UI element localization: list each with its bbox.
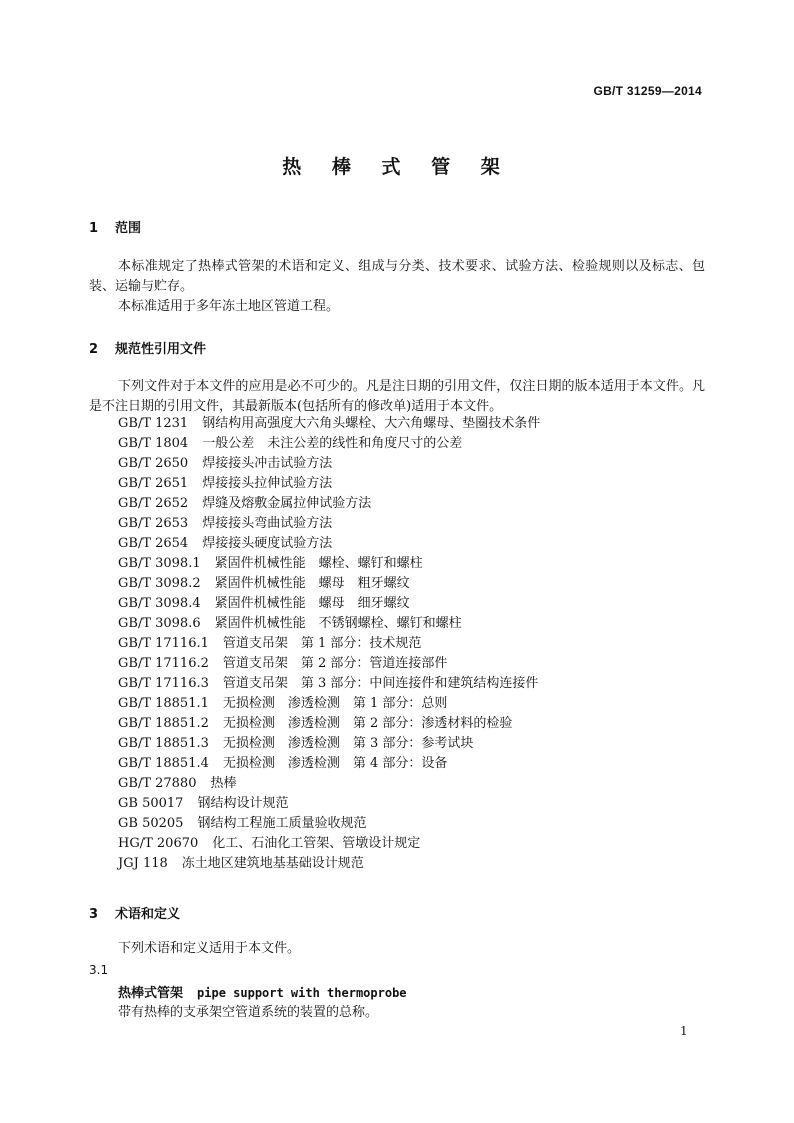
page-title: 热 棒 式 管 架 (282, 156, 512, 178)
reference-code: GB/T 27880 (118, 776, 197, 791)
reference-item (118, 654, 540, 674)
section-number: 2 (89, 342, 99, 357)
term-number: 3.1 (89, 963, 109, 977)
reference-item (118, 674, 540, 694)
section-heading-scope (89, 217, 141, 236)
reference-title: 无损检测 渗透检测 第 1 部分：总则 (222, 696, 448, 711)
reference-code: GB/T 18851.3 (118, 736, 209, 751)
section-heading-references (89, 338, 206, 357)
reference-list (118, 414, 540, 874)
reference-title: 焊缝及熔敷金属拉伸试验方法 (202, 496, 372, 511)
section-title: 范围 (115, 221, 142, 236)
term-definition: 带有热棒的支承架空管道系统的装置的总称。 (118, 1005, 379, 1020)
reference-title: 钢结构设计规范 (197, 796, 289, 811)
standard-code: GB/T 31259—2014 (593, 84, 702, 98)
reference-item (118, 414, 540, 434)
page-number: 1 (680, 1024, 688, 1038)
reference-item (118, 854, 540, 874)
reference-title: 无损检测 渗透检测 第 2 部分：渗透材料的检验 (222, 716, 513, 731)
reference-item (118, 814, 540, 834)
reference-title: 焊接接头弯曲试验方法 (202, 516, 333, 531)
term-english: pipe support with thermoprobe (197, 986, 407, 1000)
reference-code: GB/T 3098.1 (118, 556, 201, 571)
section-title: 术语和定义 (115, 907, 181, 922)
reference-title: 冻土地区建筑地基基础设计规范 (181, 856, 364, 871)
scope-paragraph: 本标准规定了热棒式管架的术语和定义、组成与分类、技术要求、试验方法、检验规则以及标志、包装、运输与贮存。 (89, 259, 705, 294)
section-number: 3 (89, 907, 99, 922)
reference-code: GB/T 17116.3 (118, 676, 209, 691)
term-entry (118, 982, 407, 1001)
reference-code: GB/T 18851.2 (118, 716, 209, 731)
reference-item (118, 734, 540, 754)
reference-title: 无损检测 渗透检测 第 3 部分：参考试块 (222, 736, 474, 751)
reference-code: GB/T 2651 (118, 476, 189, 491)
reference-title: 钢结构用高强度大六角头螺栓、大六角螺母、垫圈技术条件 (202, 416, 541, 431)
reference-code: GB/T 1231 (118, 416, 189, 431)
reference-item (118, 594, 540, 614)
reference-code: GB/T 18851.1 (118, 696, 209, 711)
reference-code: GB/T 18851.4 (118, 756, 209, 771)
reference-code: HG/T 20670 (118, 836, 199, 851)
reference-code: GB/T 17116.2 (118, 656, 209, 671)
reference-title: 焊接接头拉伸试验方法 (202, 476, 333, 491)
section-heading-terms (89, 903, 180, 922)
reference-title: 紧固件机械性能 螺母 细牙螺纹 (214, 596, 410, 611)
references-intro: 下列文件对于本文件的应用是必不可少的。凡是注日期的引用文件，仅注日期的版本适用于本文件。凡是不注日期的引用文件，其最新版本(包括所有的修改单)适用于本文件。 (89, 379, 705, 414)
reference-title: 紧固件机械性能 不锈钢螺栓、螺钉和螺柱 (214, 616, 462, 631)
reference-title: 管道支吊架 第 1 部分：技术规范 (222, 636, 422, 651)
reference-title: 焊接接头冲击试验方法 (202, 456, 333, 471)
terms-intro: 下列术语和定义适用于本文件。 (118, 941, 301, 956)
reference-title: 焊接接头硬度试验方法 (202, 536, 333, 551)
reference-item (118, 634, 540, 654)
reference-title: 一般公差 未注公差的线性和角度尺寸的公差 (202, 436, 463, 451)
scope-paragraph: 本标准适用于多年冻土地区管道工程。 (118, 299, 340, 314)
reference-title: 化工、石油化工管架、管墩设计规定 (212, 836, 421, 851)
reference-item (118, 834, 540, 854)
reference-item (118, 614, 540, 634)
reference-title: 无损检测 渗透检测 第 4 部分：设备 (222, 756, 448, 771)
reference-code: GB/T 17116.1 (118, 636, 209, 651)
reference-item (118, 774, 540, 794)
reference-title: 钢结构工程施工质量验收规范 (197, 816, 367, 831)
term-chinese: 热棒式管架 (118, 986, 184, 1001)
reference-code: GB/T 1804 (118, 436, 189, 451)
reference-item (118, 554, 540, 574)
reference-item (118, 454, 540, 474)
reference-code: GB/T 2652 (118, 496, 189, 511)
reference-title: 紧固件机械性能 螺母 粗牙螺纹 (214, 576, 410, 591)
reference-code: GB 50017 (118, 796, 184, 811)
reference-code: GB/T 2650 (118, 456, 189, 471)
section-title: 规范性引用文件 (115, 342, 207, 357)
reference-item (118, 534, 540, 554)
reference-code: GB/T 3098.2 (118, 576, 201, 591)
reference-title: 管道支吊架 第 3 部分：中间连接件和建筑结构连接件 (222, 676, 539, 691)
reference-code: GB/T 3098.4 (118, 596, 201, 611)
reference-item (118, 794, 540, 814)
reference-item (118, 694, 540, 714)
reference-item (118, 714, 540, 734)
reference-item (118, 434, 540, 454)
reference-code: GB/T 2653 (118, 516, 189, 531)
reference-item (118, 574, 540, 594)
reference-code: JGJ 118 (118, 856, 168, 871)
reference-title: 热棒 (210, 776, 237, 791)
reference-title: 紧固件机械性能 螺栓、螺钉和螺柱 (214, 556, 423, 571)
reference-code: GB 50205 (118, 816, 184, 831)
reference-item (118, 754, 540, 774)
section-number: 1 (89, 221, 99, 236)
reference-item (118, 514, 540, 534)
reference-code: GB/T 3098.6 (118, 616, 201, 631)
reference-title: 管道支吊架 第 2 部分：管道连接部件 (222, 656, 448, 671)
reference-code: GB/T 2654 (118, 536, 189, 551)
reference-item (118, 494, 540, 514)
reference-item (118, 474, 540, 494)
